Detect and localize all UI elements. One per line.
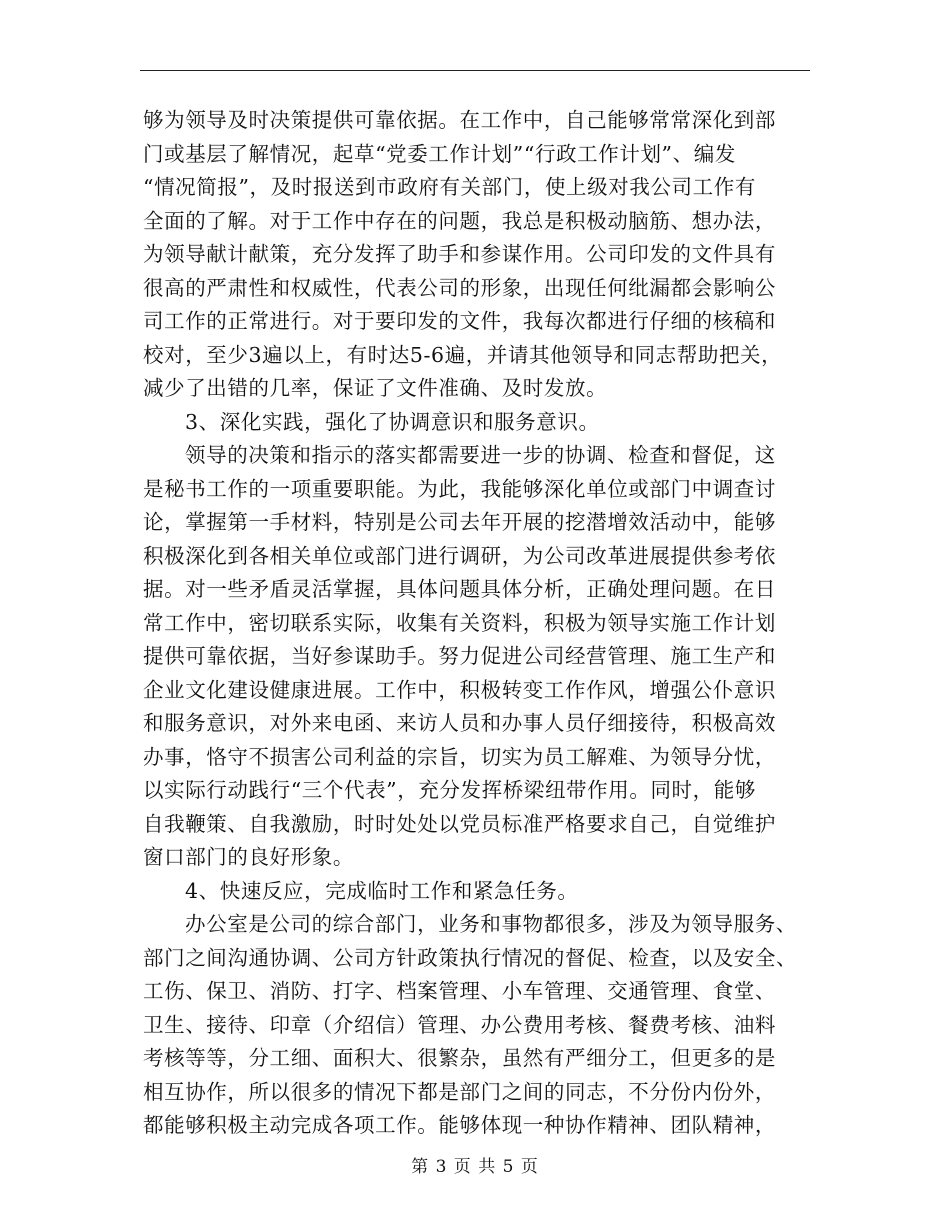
text-line: 据。对一些矛盾灵活掌握，具体问题具体分析，正确处理问题。在日 bbox=[143, 577, 776, 601]
page-number: 第 3 页 共 5 页 bbox=[411, 1157, 539, 1177]
text-line: 都能够积极主动完成各项工作。能够体现一种协作精神、团队精神， bbox=[143, 1113, 776, 1137]
text-line: 自我鞭策、自我激励，时时处处以党员标准严格要求自己，自觉维护 bbox=[143, 811, 776, 836]
text-line: 司工作的正常进行。对于要印发的文件，我每次都进行仔细的核稿和 bbox=[143, 309, 776, 333]
text-line: 办公室是公司的综合部门，业务和事物都很多，涉及为领导服务、 bbox=[185, 912, 797, 936]
text-line: 提供可靠依据，当好参谋助手。努力促进公司经营管理、施工生产和 bbox=[143, 644, 776, 668]
text-line: 以实际行动践行“三个代表”，充分发挥桥梁纽带作用。同时，能够 bbox=[143, 778, 756, 802]
text-line: 全面的了解。对于工作中存在的问题，我总是积极动脑筋、想办法， bbox=[143, 208, 776, 233]
text-line: 为领导献计献策，充分发挥了助手和参谋作用。公司印发的文件具有 bbox=[143, 242, 776, 266]
text-line: 是秘书工作的一项重要职能。为此，我能够深化单位或部门中调查讨 bbox=[143, 476, 776, 501]
text-line: 考核等等，分工细、面积大、很繁杂，虽然有严细分工，但更多的是 bbox=[143, 1046, 776, 1070]
text-line: 够为领导及时决策提供可靠依据。在工作中，自己能够常常深化到部 bbox=[143, 108, 776, 132]
text-line: 常工作中，密切联系实际，收集有关资料，积极为领导实施工作计划 bbox=[143, 610, 776, 635]
text-line: 和服务意识，对外来电函、来访人员和办事人员仔细接待，积极高效 bbox=[143, 711, 776, 735]
text-line: 工伤、保卫、消防、打字、档案管理、小车管理、交通管理、食堂、 bbox=[143, 979, 776, 1003]
text-line: 很高的严肃性和权威性，代表公司的形象，出现任何纰漏都会影响公 bbox=[143, 275, 776, 300]
text-line: 领导的决策和指示的落实都需要进一步的协调、检查和督促，这 bbox=[185, 443, 776, 467]
text-line: 积极深化到各相关单位或部门进行调研，为公司改革进展提供参考依 bbox=[143, 543, 776, 568]
text-line: 窗口部门的良好形象。 bbox=[143, 845, 354, 869]
header-rule bbox=[140, 70, 810, 71]
document-body bbox=[143, 104, 813, 1143]
text-line: 减少了出错的几率，保证了文件准确、及时发放。 bbox=[143, 376, 608, 400]
text-line: 校对，至少3遍以上，有时达5-6遍，并请其他领导和同志帮助把关， bbox=[143, 342, 783, 367]
text-line: 部门之间沟通协调、公司方针政策执行情况的督促、检查，以及安全、 bbox=[143, 945, 798, 970]
text-line: “情况简报”，及时报送到市政府有关部门，使上级对我公司工作有 bbox=[143, 175, 756, 199]
text-line: 论，掌握第一手材料，特别是公司去年开展的挖潜增效活动中，能够 bbox=[143, 510, 776, 534]
text-line: 企业文化建设健康进展。工作中，积极转变工作作风，增强公仆意识 bbox=[143, 677, 776, 702]
text-line: 4、快速反应，完成临时工作和紧急任务。 bbox=[185, 878, 579, 903]
text-line: 相互协作，所以很多的情况下都是部门之间的同志，不分份内份外， bbox=[143, 1079, 776, 1104]
text-line: 卫生、接待、印章（介绍信）管理、办公费用考核、餐费考核、油料 bbox=[143, 1012, 776, 1037]
text-line: 办事，恪守不损害公司利益的宗旨，切实为员工解难、为领导分忧， bbox=[143, 744, 776, 769]
text-line: 门或基层了解情况，起草“党委工作计划”“行政工作计划”、编发 bbox=[143, 141, 736, 166]
text-line: 3、深化实践，强化了协调意识和服务意识。 bbox=[185, 409, 600, 434]
